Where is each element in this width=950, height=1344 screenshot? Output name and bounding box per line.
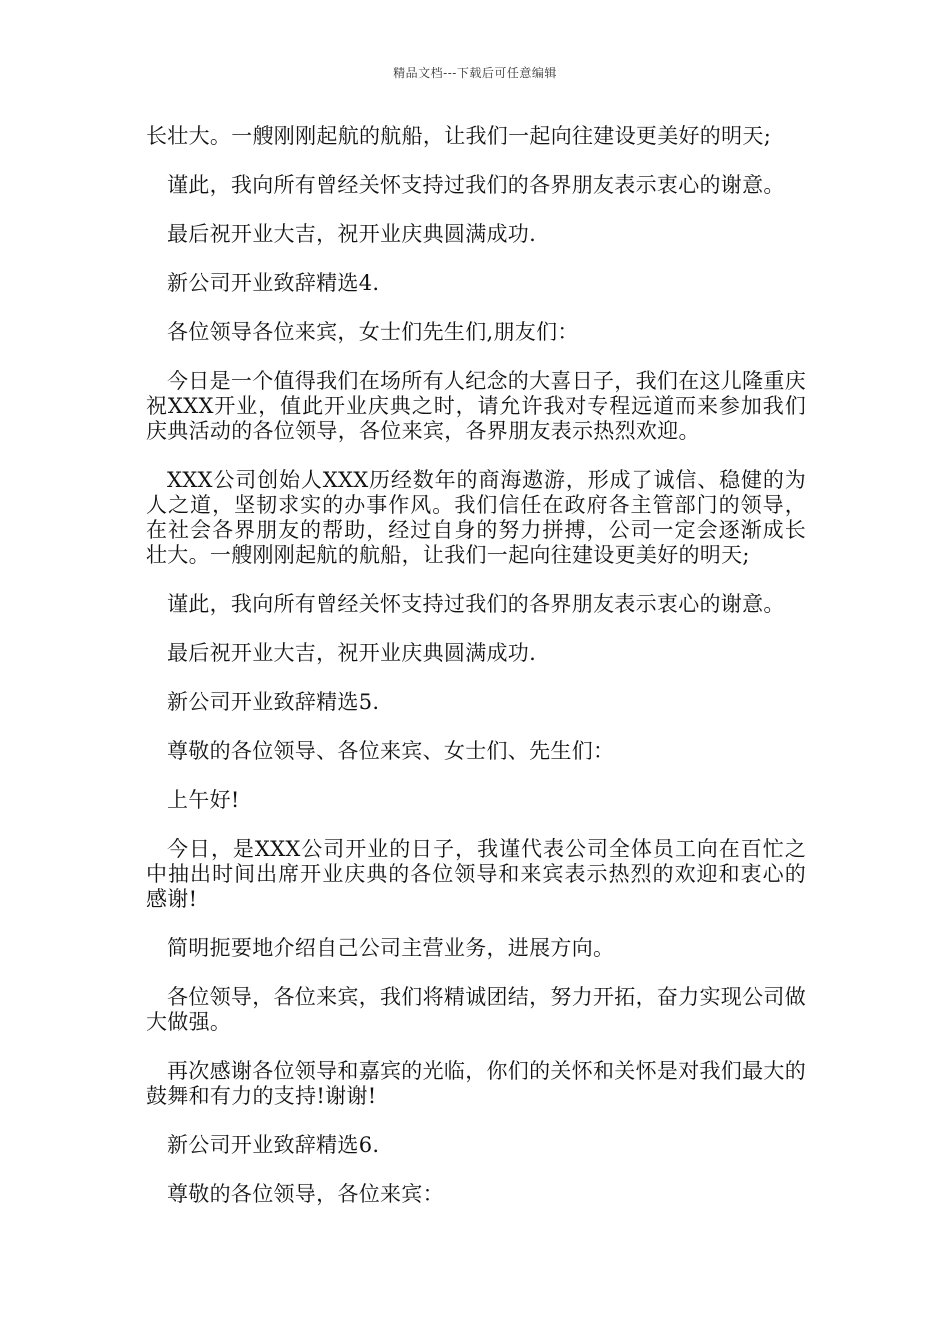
paragraph: 最后祝开业大吉，祝开业庆典圆满成功. bbox=[167, 222, 537, 246]
document-body bbox=[146, 124, 806, 1231]
paragraph: 今日，是XXX公司开业的日子，我谨代表公司全体员工向在百忙之中抽出时间出席开业庆典的各位领导和来宾表示热烈的欢迎和衷心的感谢! bbox=[146, 837, 806, 911]
page-header: 精品文档---下载后可任意编辑 bbox=[393, 66, 557, 80]
salutation: 尊敬的各位领导，各位来宾： bbox=[167, 1182, 444, 1206]
salutation: 尊敬的各位领导、各位来宾、女士们、先生们： bbox=[167, 739, 615, 763]
paragraph: 最后祝开业大吉，祝开业庆典圆满成功. bbox=[167, 641, 537, 665]
paragraph: 长壮大。一艘刚刚起航的航船，让我们一起向往建设更美好的明天; bbox=[146, 124, 772, 148]
paragraph: 谨此，我向所有曾经关怀支持过我们的各界朋友表示衷心的谢意。 bbox=[167, 592, 785, 616]
salutation: 各位领导各位来宾，女士们先生们,朋友们： bbox=[167, 320, 579, 344]
paragraph: 各位领导，各位来宾，我们将精诚团结，努力开拓，奋力实现公司做大做强。 bbox=[146, 985, 806, 1034]
paragraph: 简明扼要地介绍自己公司主营业务，进展方向。 bbox=[167, 936, 615, 960]
paragraph: 再次感谢各位领导和嘉宾的光临，你们的关怀和关怀是对我们最大的鼓舞和有力的支持!谢谢! bbox=[146, 1059, 806, 1108]
section-heading: 新公司开业致辞精选5. bbox=[167, 690, 380, 714]
section-heading: 新公司开业致辞精选6. bbox=[167, 1133, 380, 1157]
section-heading: 新公司开业致辞精选4. bbox=[167, 271, 380, 295]
paragraph: 谨此，我向所有曾经关怀支持过我们的各界朋友表示衷心的谢意。 bbox=[167, 173, 785, 197]
paragraph: 今日是一个值得我们在场所有人纪念的大喜日子，我们在这儿隆重庆祝XXX开业，值此开业庆典之时，请允许我对专程远道而来参加我们庆典活动的各位领导，各位来宾，各界朋友表示热烈欢迎。 bbox=[146, 369, 806, 443]
greeting: 上午好! bbox=[167, 788, 240, 812]
paragraph: XXX公司创始人XXX历经数年的商海遨游，形成了诚信、稳健的为人之道，坚韧求实的办事作风。我们信任在政府各主管部门的领导，在社会各界朋友的帮助，经过自身的努力拼搏，公司一定会逐渐成长壮大。一艘刚刚起航的航船，让我们一起向往建设更美好的明天; bbox=[146, 468, 806, 567]
